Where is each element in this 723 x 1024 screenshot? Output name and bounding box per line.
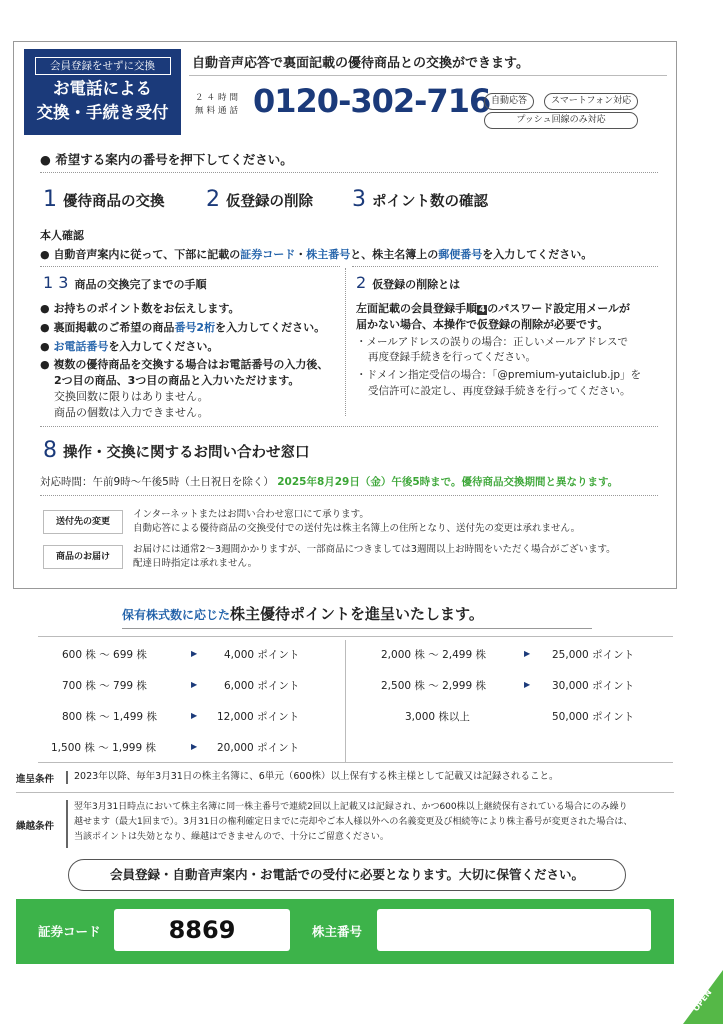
pill-auto: 自動応答 (484, 93, 534, 110)
points-range: 1,500 株 ～ 1,999 株 (51, 742, 156, 754)
carry-line-3: 当該ポイントは失効となり、繰越はできませんので、十分にご留意ください。 (74, 832, 389, 842)
carry-line-2: 越せます（最大1回まで）。3月31日の権利確定日までに売却やご本人様以外への名義変更及び相続等により株主番号が変更された場合は、 (74, 817, 633, 827)
keep-notice-bubble: 会員登録・自動音声案内・お電話での受付に必要となります。大切に保管ください。 (68, 859, 626, 891)
instruction: ● 希望する案内の番号を押下してください。 (40, 152, 293, 167)
divider (189, 75, 667, 76)
arrow-icon: ▶ (524, 680, 531, 689)
note-label-delivery: 商品のお届け (43, 545, 123, 569)
divider (38, 762, 673, 763)
phone-number[interactable]: 0120-302-716 (253, 82, 491, 120)
headline: 自動音声応答で裏面記載の優待商品との交換ができます。 (192, 56, 529, 71)
pill-smartphone: スマートフォン対応 (544, 93, 638, 110)
securities-code-label: 証券コード (38, 924, 101, 939)
no-registration-tag: 会員登録をせずに交換 (35, 57, 171, 75)
securities-code-field: 8869 (114, 909, 290, 951)
divider (40, 426, 658, 427)
delete-temp-b2: ・ドメイン指定受信の場合：「@premium-yutaiclub.jp」を (356, 369, 642, 381)
points-range: 2,500 株 ～ 2,999 株 (381, 680, 486, 692)
shareholder-number-label: 株主番号 (312, 924, 363, 939)
divider (122, 628, 592, 629)
step-2: ● 裏面掲載のご希望の商品番号2桁を入力してください。 (40, 321, 326, 334)
open-tab-label: OPEN (691, 987, 714, 1014)
badge-title-1: お電話による (53, 79, 152, 98)
exchange-steps-title: 1 3 商品の交換完了までの手順 (43, 273, 207, 292)
divider (66, 800, 68, 848)
points-range: 700 株 ～ 799 株 (62, 680, 147, 692)
note-label-shipping: 送付先の変更 (43, 510, 123, 534)
column-divider (345, 268, 346, 416)
toll-free-label: ２４時間 無料通話 (195, 93, 242, 116)
points-value: 6,000 ポイント (224, 680, 300, 692)
pill-push: プッシュ回線のみ対応 (484, 112, 638, 129)
arrow-icon: ▶ (191, 742, 198, 751)
badge-title-2: 交換・手続き受付 (36, 103, 169, 122)
arrow-icon: ▶ (191, 680, 198, 689)
points-value: 30,000 ポイント (552, 680, 635, 692)
divider (16, 792, 674, 793)
points-value: 4,000 ポイント (224, 649, 300, 661)
identity-title: 本人確認 (40, 229, 84, 242)
step-3: ● お電話番号を入力してください。 (40, 340, 219, 353)
option-2: 2 仮登録の削除 (206, 187, 313, 212)
contact-hours: 対応時間：午前9時～午後5時（土日祝日を除く） 2025年8月29日（金）午後5時まで。優待商品交換期間と異なります。 (40, 476, 619, 488)
delete-temp-p2: 届かない場合、本操作で仮登録の削除が必要です。 (356, 318, 609, 331)
note-delivery-l1: お届けには通常2～3週間かかりますが、一部商品につきましては3週間以上お時間をいただく場合がございます。 (133, 544, 616, 555)
divider (40, 266, 340, 267)
delete-temp-b1b: 再度登録手続きを行ってください。 (368, 351, 536, 363)
divider (40, 172, 658, 173)
identity-text: ● 自動音声案内に従って、下部に記載の証券コード・株主番号と、株主名簿上の郵便番号を入力してください。 (40, 248, 593, 261)
option-1: 1 優待商品の交換 (43, 187, 165, 212)
divider (38, 636, 673, 637)
carry-line-1: 翌年3月31日時点において株主名簿に同一株主番号で連続2回以上記載又は記録され、かつ600株以上継続保有されている場合にのみ繰り (74, 802, 628, 812)
delete-temp-b2b: 受信許可に設定し、再度登録手続きを行ってください。 (368, 385, 631, 397)
points-range: 800 株 ～ 1,499 株 (62, 711, 157, 723)
carry-label: 繰越条件 (16, 821, 55, 832)
arrow-icon: ▶ (191, 649, 198, 658)
step-4-cont: 2つ目の商品、3つ目の商品と入力いただけます。 (54, 374, 300, 387)
note-shipping-l1: インターネットまたはお問い合わせ窓口にて承ります。 (133, 509, 369, 520)
delete-temp-b1: ・メールアドレスの誤りの場合：正しいメールアドレスで (356, 336, 628, 348)
delete-temp-p1: 左面記載の会員登録手順 4 のパスワード設定用メールが (356, 302, 631, 315)
points-value: 12,000 ポイント (217, 711, 300, 723)
points-title: 保有株式数に応じた株主優待ポイントを進呈いたします。 (122, 605, 484, 623)
divider (66, 771, 68, 784)
column-divider (345, 640, 346, 762)
step-1: ● お持ちのポイント数をお伝えします。 (40, 302, 240, 315)
condition-label: 進呈条件 (16, 774, 55, 785)
note-1: 交換回数に限りはありません。 (54, 390, 209, 403)
divider (40, 495, 658, 496)
note-shipping-l2: 自動応答による優待商品の交換受付での送付先は株主名簿上の住所となり、送付先の変更は承れません。 (133, 523, 581, 534)
divider (352, 266, 658, 267)
points-range: 3,000 株以上 (405, 711, 470, 723)
phone-service-badge (24, 49, 181, 135)
points-value: 50,000 ポイント (552, 711, 635, 723)
arrow-icon: ▶ (524, 649, 531, 658)
delete-temp-title: 2 仮登録の削除とは (356, 273, 461, 292)
step-4: ● 複数の優待商品を交換する場合はお電話番号の入力後、 (40, 358, 329, 371)
shareholder-number-field[interactable] (377, 909, 651, 951)
arrow-icon: ▶ (191, 711, 198, 720)
points-range: 600 株 ～ 699 株 (62, 649, 147, 661)
option-3: 3 ポイント数の確認 (352, 187, 488, 212)
note-2: 商品の個数は入力できません。 (54, 406, 209, 419)
points-range: 2,000 株 ～ 2,499 株 (381, 649, 486, 661)
points-value: 20,000 ポイント (217, 742, 300, 754)
note-delivery-l2: 配達日時指定は承れません。 (133, 558, 258, 569)
condition-text: 2023年以降、毎年3月31日の株主名簿に、6単元（600株）以上保有する株主様として記載又は記録されること。 (74, 771, 559, 782)
contact-title: 8 操作・交換に関するお問い合わせ窓口 (43, 438, 310, 463)
points-value: 25,000 ポイント (552, 649, 635, 661)
